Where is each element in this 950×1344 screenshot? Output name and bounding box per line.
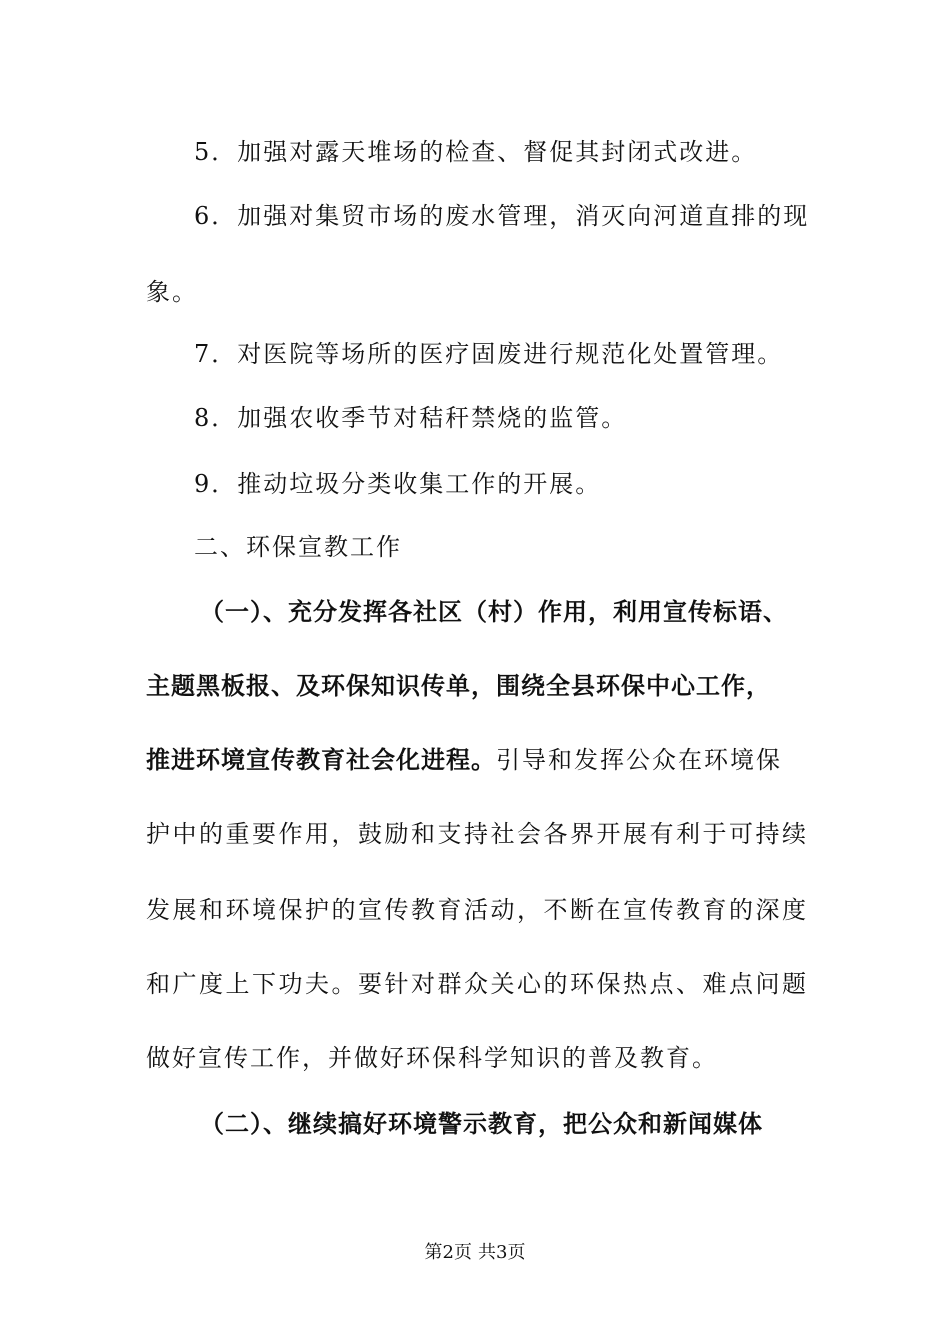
list-item-8: 8．加强农收季节对秸秆禁烧的监管。 xyxy=(194,404,628,432)
subsection-1-line-1: （一）、充分发挥各社区（村）作用，利用宣传标语、 xyxy=(200,598,788,626)
subsection-1-body-start: 引导和发挥公众在环境保 xyxy=(496,746,782,774)
list-item-5: 5．加强对露天堆场的检查、督促其封闭式改进。 xyxy=(194,138,758,166)
subsection-1-line-3 xyxy=(146,745,808,775)
subsection-1-bold-tail: 推进环境宣传教育社会化进程。 xyxy=(146,746,496,774)
page-footer xyxy=(0,1241,950,1265)
subsection-1-line-4: 护中的重要作用，鼓励和支持社会各界开展有利于可持续 xyxy=(146,820,808,848)
subsection-1-line-5: 发展和环境保护的宣传教育活动，不断在宣传教育的深度 xyxy=(146,896,808,924)
subsection-1-line-7: 做好宣传工作，并做好环保科学知识的普及教育。 xyxy=(146,1044,718,1072)
subsection-1-line-2: 主题黑板报、及环保知识传单，围绕全县环保中心工作， xyxy=(146,672,771,700)
list-item-7: 7．对医院等场所的医疗固废进行规范化处置管理。 xyxy=(194,340,784,368)
list-item-6: 6．加强对集贸市场的废水管理，消灭向河道直排的现 xyxy=(194,202,810,230)
subsection-1-line-6: 和广度上下功夫。要针对群众关心的环保热点、难点问题 xyxy=(146,970,808,998)
section-heading: 二、环保宣教工作 xyxy=(194,533,402,561)
subsection-2-line-1: （二）、继续搞好环境警示教育，把公众和新闻媒体 xyxy=(200,1110,763,1138)
page-total: 共3页 xyxy=(478,1242,526,1263)
list-item-6-continued: 象。 xyxy=(146,278,198,306)
list-item-9: 9．推动垃圾分类收集工作的开展。 xyxy=(194,470,602,498)
page-number: 第2页 xyxy=(424,1242,472,1263)
